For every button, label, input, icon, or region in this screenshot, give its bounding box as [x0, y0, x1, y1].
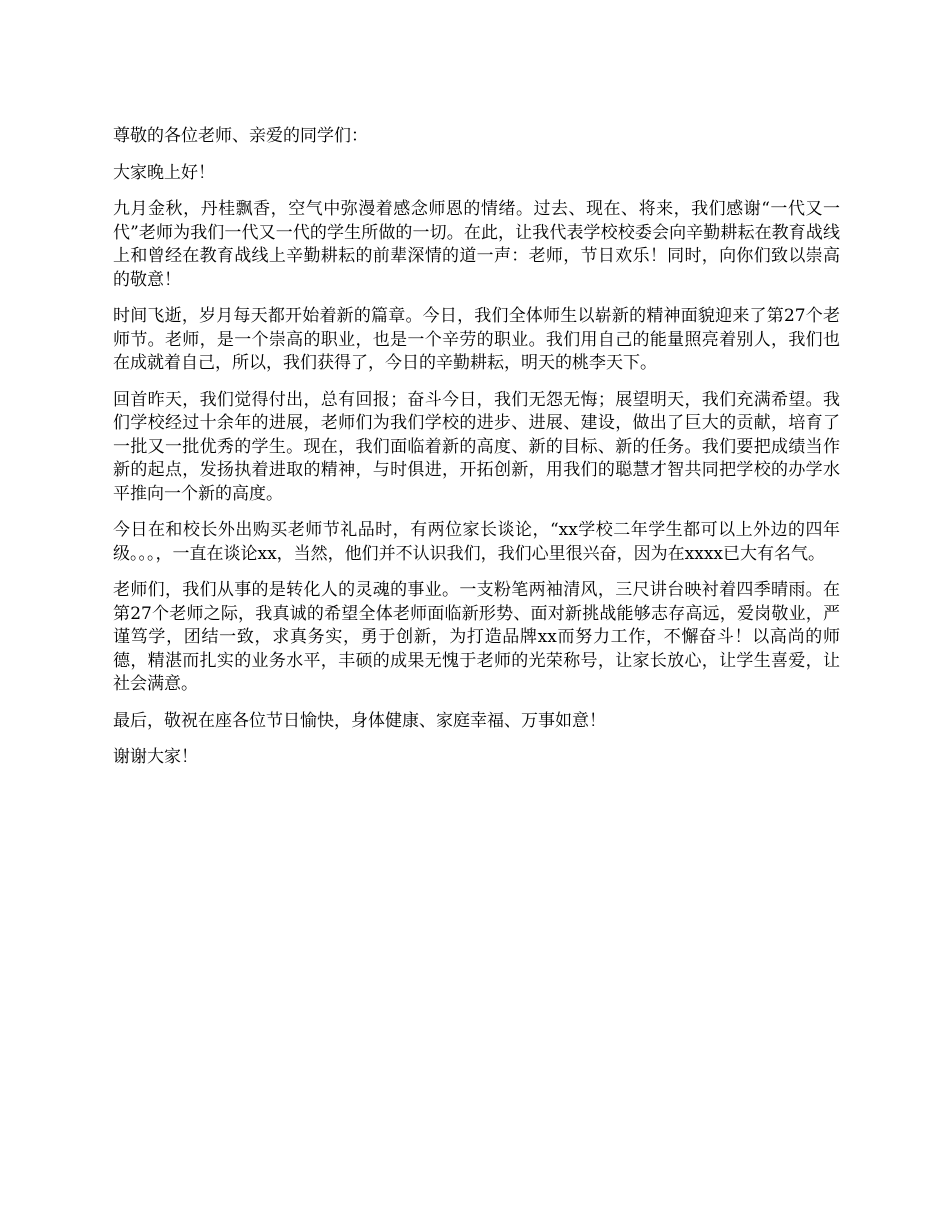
- salutation: 尊敬的各位老师、亲爱的同学们：: [113, 126, 368, 146]
- paragraph-review: 回首昨天，我们觉得付出，总有回报；奋斗今日，我们无怨无悔；展望明天，我们充满希望。我们学校经过十余年的进展，老师们为我们学校的进步、进展、建设，做出了巨大的贡献，培育了一批又一批优秀的学生。现在，我们面临着新的高度、新的目标、新的任务。我们要把成绩当作新的起点，发扬执着进取的精神，与时俱进，开拓创新，用我们的聪慧才智共同把学校的办学水平推向一个新的高度。: [113, 389, 840, 504]
- paragraph-wishes: 最后，敬祝在座各位节日愉快，身体健康、家庭幸福、万事如意！: [113, 710, 606, 731]
- document-page: [113, 125, 840, 783]
- closing: 谢谢大家！: [113, 747, 198, 767]
- paragraph-intro: 九月金秋，丹桂飘香，空气中弥漫着感念师恩的情绪。过去、现在、将来，我们感谢“一代又一代”老师为我们一代又一代的学生所做的一切。在此，让我代表学校校委会向辛勤耕耘在教育战线上和曾经在教育战线上辛勤耕耘的前辈深情的道一声：老师，节日欢乐！同时，向你们致以崇高的敬意！: [113, 199, 840, 290]
- paragraph-anecdote: 今日在和校长外出购买老师节礼品时，有两位家长谈论，“xx学校二年学生都可以上外边的四年级。。。，一直在谈论xx，当然，他们并不认识我们，我们心里很兴奋，因为在xxxx已大有名气。: [113, 520, 840, 564]
- paragraph-teachers: 老师们，我们从事的是转化人的灵魂的事业。一支粉笔两袖清风，三尺讲台映衬着四季晴雨。在第27个老师之际，我真诚的希望全体老师面临新形势、面对新挑战能够志存高远，爱岗敬业，严谨笃学，团结一致，求真务实，勇于创新，为打造品牌xx而努力工作，不懈奋斗！以高尚的师德，精湛而扎实的业务水平，丰硕的成果无愧于老师的光荣称号，让家长放心，让学生喜爱，让社会满意。: [113, 580, 840, 694]
- greeting: 大家晚上好！: [113, 162, 215, 183]
- paragraph-time: 时间飞逝，岁月每天都开始着新的篇章。今日，我们全体师生以崭新的精神面貌迎来了第27个老师节。老师，是一个崇高的职业，也是一个辛劳的职业。我们用自己的能量照亮着别人，我们也在成就着自己，所以，我们获得了，今日的辛勤耕耘，明天的桃李天下。: [113, 306, 840, 373]
